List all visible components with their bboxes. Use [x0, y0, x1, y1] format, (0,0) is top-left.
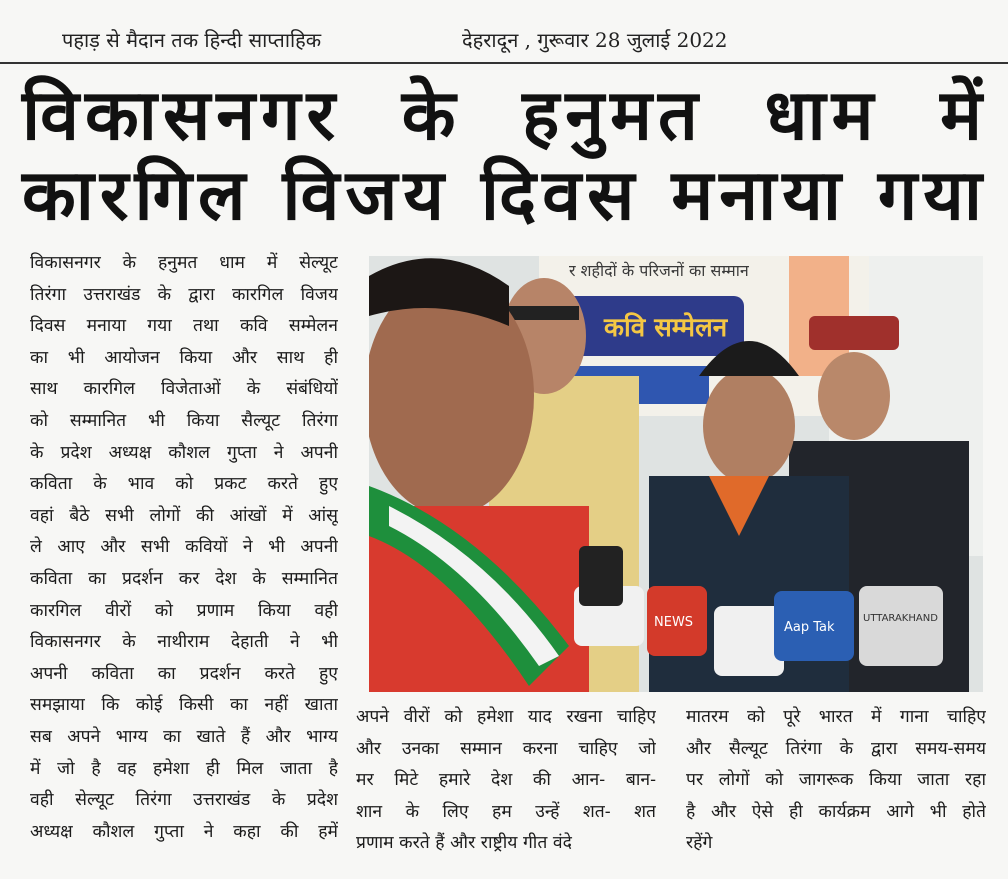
- article-line: है और ऐसे ही कार्यक्रम आगे भी होते: [686, 801, 986, 822]
- article-column-2: [356, 702, 656, 860]
- article-line: और सैल्यूट तिरंगा के द्वारा समय-समय: [686, 738, 986, 759]
- article-line: सब अपने भाग्य का खाते हैं और भाग्य: [30, 726, 338, 747]
- banner-text-2: कवि सम्मेलन: [604, 313, 728, 343]
- photo-illustration: [369, 256, 983, 692]
- article-line: शान के लिए हम उन्हें शत- शत: [356, 801, 656, 822]
- headline-line-1: विकासनगर के हनुमत धाम में: [22, 74, 988, 156]
- article-line: और उनका सम्मान करना चाहिए जो: [356, 738, 656, 759]
- article-line: मर मिटे हमारे देश की आन- बान-: [356, 770, 656, 791]
- article-line: ले आए और सभी कवियों ने भी अपनी: [30, 537, 338, 558]
- masthead-dateline: देहरादून , गुरूवार 28 जुलाई 2022: [462, 28, 728, 52]
- article-line: का भी आयोजन किया और साथ ही: [30, 347, 338, 368]
- article-line: अपनी कविता का प्रदर्शन करते हुए: [30, 663, 338, 684]
- news-photo: [369, 256, 983, 692]
- article-line: तिरंगा उत्तराखंड के द्वारा कारगिल विजय: [30, 284, 338, 305]
- article-line: कविता का प्रदर्शन कर देश के सम्मानित: [30, 568, 338, 589]
- article-line: विकासनगर के नाथीराम देहाती ने भी: [30, 632, 338, 653]
- mic-label-2: Aap Tak: [784, 620, 835, 635]
- article-line: अपने वीरों को हमेशा याद रखना चाहिए: [356, 707, 656, 727]
- article-line: मातरम को पूरे भारत में गाना चाहिए: [686, 707, 986, 727]
- article-line: पर लोगों को जागरूक किया जाता रहा: [686, 770, 986, 791]
- mic-label-1: NEWS: [654, 615, 694, 630]
- article-column-1: [30, 248, 338, 848]
- masthead-rule: [0, 62, 1008, 64]
- article-line: को सम्मानित भी किया सैल्यूट तिरंगा: [30, 410, 338, 431]
- article-line: दिवस मनाया गया तथा कवि सम्मेलन: [30, 316, 338, 337]
- article-line: वही सेल्यूट तिरंगा उत्तराखंड के प्रदेश: [30, 790, 338, 811]
- article-line: समझाया कि कोई किसी का नहीं खाता: [30, 695, 338, 716]
- masthead-tagline: पहाड़ से मैदान तक हिन्दी साप्ताहिक: [62, 28, 322, 52]
- banner-text-1: र शहीदों के परिजनों का सम्मान: [569, 261, 749, 280]
- article-line: विकासनगर के हनुमत धाम में सेल्यूट: [30, 253, 338, 273]
- article-line: के प्रदेश अध्यक्ष कौशल गुप्ता ने अपनी: [30, 442, 338, 463]
- article-line: में जो है वह हमेशा ही मिल जाता है: [30, 758, 338, 779]
- mic-label-3: UTTARAKHAND: [863, 613, 938, 624]
- masthead: [0, 0, 1008, 64]
- article-column-3: [686, 702, 986, 860]
- article-line: प्रणाम करते हैं और राष्ट्रीय गीत वंदे: [356, 833, 572, 854]
- article-line: कारगिल वीरों को प्रणाम किया वही: [30, 600, 338, 621]
- article-line: कविता के भाव को प्रकट करते हुए: [30, 474, 338, 495]
- article-line: अध्यक्ष कौशल गुप्ता ने कहा की हमें: [30, 821, 338, 842]
- headline-line-2: कारगिल विजय दिवस मनाया गया: [22, 154, 988, 236]
- article-line: साथ कारगिल विजेताओं के संबंधियों: [30, 379, 338, 400]
- article-line: रहेंगे: [686, 833, 713, 854]
- article-line: वहां बैठे सभी लोगों की आंखों में आंसू: [30, 505, 338, 526]
